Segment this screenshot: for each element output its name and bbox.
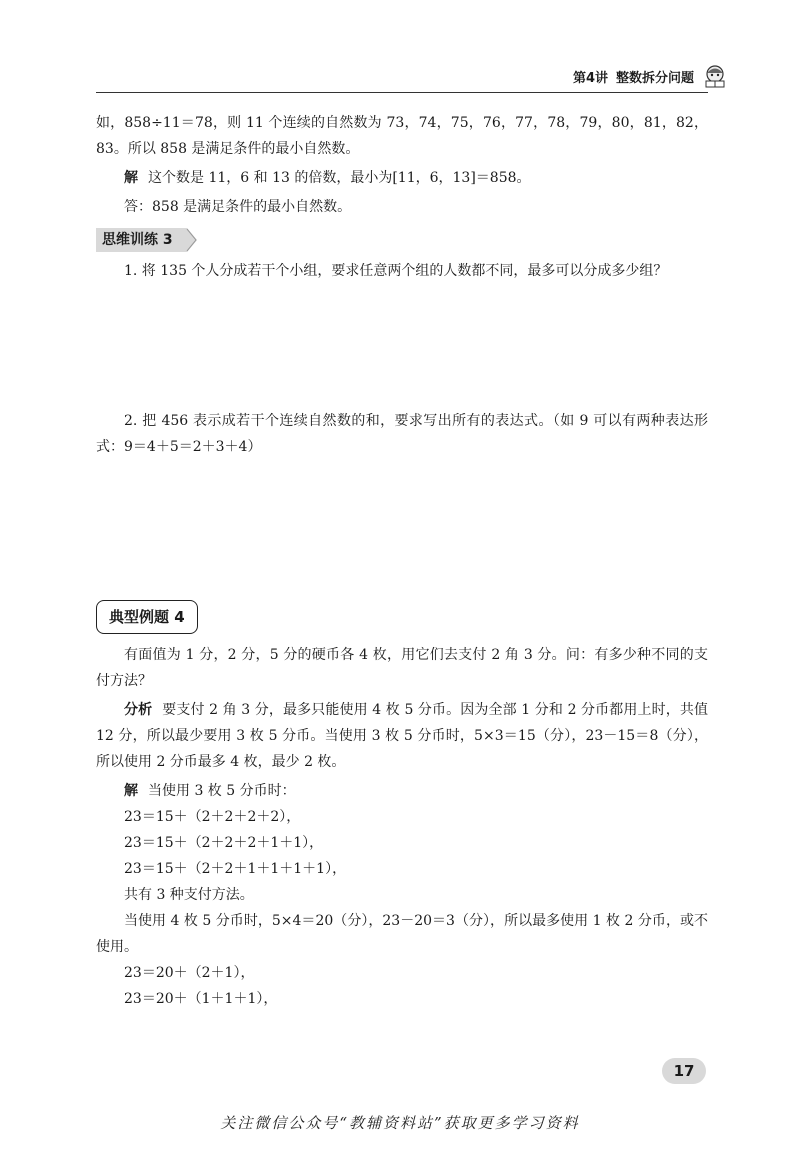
analysis-label: 分析 xyxy=(124,702,153,718)
intro-answer: 答：858 是满足条件的最小自然数。 xyxy=(124,199,352,215)
analysis-text: 要支付 2 角 3 分，最多只能使用 4 枚 5 分币。因为全部 1 分和 2 分币都用上时，共值 12 分，所以最少要用 3 枚 5 分币。当使用 3 枚 5 分币时，5×3＝15（分），23－15＝8（分），所以使用 2 分币最多 4 枚，最少 2 枚。 xyxy=(96,702,708,770)
solution-text: 这个数是 11，6 和 13 的倍数，最小为[11，6，13]＝858。 xyxy=(148,170,531,186)
solution-label: 解 xyxy=(124,170,138,186)
page-header xyxy=(573,64,728,88)
example-analysis xyxy=(96,697,708,775)
solution-line: 23＝15＋（2＋2＋1＋1＋1＋1）， xyxy=(124,861,347,877)
solution-line: 23＝15＋（2＋2＋2＋1＋1）， xyxy=(124,835,324,851)
solution-line-text: 当使用 3 枚 5 分币时： xyxy=(148,783,296,799)
case2-line: 23＝20＋（2＋1）， xyxy=(124,965,255,981)
case2-text: 当使用 4 枚 5 分币时，5×4＝20（分），23－20＝3（分），所以最多使用 1 枚 2 分币，或不使用。 xyxy=(96,913,708,955)
page-content xyxy=(96,110,708,1012)
example-problem: 有面值为 1 分，2 分，5 分的硬币各 4 枚，用它们去支付 2 角 3 分。问：有多少种不同的支付方法？ xyxy=(96,647,708,689)
example-solution-label: 解 xyxy=(124,783,138,799)
example-banner: 典型例题 4 xyxy=(96,600,198,634)
training-label: 思维训练 3 xyxy=(96,228,179,252)
mascot-icon xyxy=(702,64,728,88)
solution-line: 共有 3 种支付方法。 xyxy=(124,887,254,903)
header-rule xyxy=(96,92,708,93)
training-question-2: 2. 把 456 表示成若干个连续自然数的和，要求写出所有的表达式。（如 9 可以有两种表达形式：9＝4＋5＝2＋3＋4） xyxy=(96,413,708,455)
training-banner xyxy=(96,228,199,252)
case2-line: 23＝20＋（1＋1＋1）， xyxy=(124,991,278,1007)
lecture-number: 第4讲 xyxy=(572,70,608,86)
solution-line xyxy=(96,778,708,804)
arrow-icon xyxy=(179,228,199,252)
footer-note: 关注微信公众号“教辅资料站”获取更多学习资料 xyxy=(220,1114,580,1132)
lecture-title: 整数拆分问题 xyxy=(615,70,694,86)
intro-continuation: 如，858÷11＝78，则 11 个连续的自然数为 73，74，75，76，77，78，79，80，81，82，83。所以 858 是满足条件的最小自然数。 xyxy=(96,115,708,157)
page-number: 17 xyxy=(662,1058,706,1084)
training-question-1: 1. 将 135 个人分成若干个小组，要求任意两个组的人数都不同，最多可以分成多少组？ xyxy=(124,263,668,279)
intro-solution xyxy=(96,165,708,191)
solution-line: 23＝15＋（2＋2＋2＋2）， xyxy=(124,809,301,825)
